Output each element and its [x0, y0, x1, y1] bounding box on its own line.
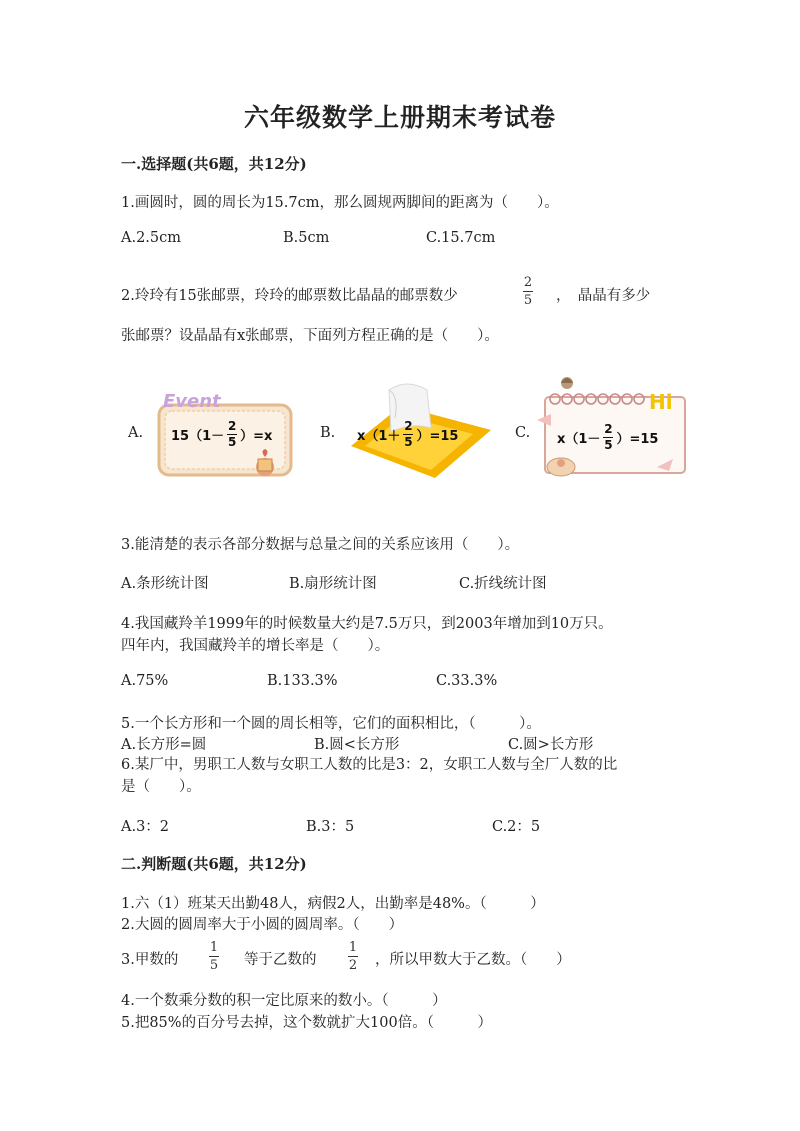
q5-option-b: B.圆<长方形 [314, 737, 400, 753]
judgement-4: 4.一个数乘分数的积一定比原来的数小。（ ） [121, 993, 447, 1009]
question-2-line2: 张邮票？设晶晶有x张邮票，下面列方程正确的是（ ）。 [121, 328, 499, 344]
question-6-line2: 是（ ）。 [121, 779, 201, 795]
q2-option-c-card [537, 375, 692, 485]
q2-option-a-card [153, 391, 298, 480]
event-word: Event [163, 391, 221, 412]
question-5-text: 5.一个长方形和一个圆的周长相等，它们的面积相比，（ ）。 [121, 716, 541, 732]
q2-option-a-expression: 15（1－ 2 5 ）=x [171, 419, 273, 449]
q6-option-b: B.3：5 [306, 819, 355, 835]
q4-option-b: B.133.3% [267, 673, 338, 689]
hi-word: Hi [649, 390, 673, 414]
judgement-3-part-c: ，所以甲数大于乙数。（ ） [375, 952, 571, 968]
question-3-text: 3.能清楚的表示各部分数据与总量之间的关系应该用（ ）。 [121, 537, 520, 553]
q5-option-c: C.圆>长方形 [508, 737, 594, 753]
j3-fraction-2: $\frac{1}{2}$ [348, 940, 358, 973]
question-6-line1: 6.某厂中，男职工人数与女职工人数的比是3：2，女职工人数与全厂人数的比 [121, 757, 618, 773]
judgement-3-part-a: 3.甲数的 [121, 952, 179, 968]
section-heading-judgement: 二.判断题(共6题，共12分) [121, 855, 307, 873]
question-4-line2: 四年内，我国藏羚羊的增长率是（ ）。 [121, 638, 390, 654]
q2-option-b-expression: x（1＋ 2 5 ）=15 [357, 419, 459, 449]
q2-option-b-label: B. [320, 425, 336, 441]
question-2-line1b: ， 晶晶有多少 [556, 288, 651, 304]
j3-fraction-1: $\frac{1}{5}$ [209, 940, 219, 973]
q4-option-a: A.75% [121, 673, 169, 689]
judgement-2: 2.大圆的圆周率大于小圆的圆周率。（ ） [121, 917, 404, 933]
q3-option-a: A.条形统计图 [121, 576, 209, 592]
question-2-line1a: 2.玲玲有15张邮票，玲玲的邮票数比晶晶的邮票数少 [121, 288, 458, 304]
q1-option-a: A.2.5cm [121, 230, 182, 246]
q2-option-c-expression: x（1－ 2 5 ）=15 [557, 422, 659, 452]
q2-option-b-card [343, 378, 493, 480]
q3-option-b: B.扇形统计图 [289, 576, 377, 592]
judgement-3-part-b: 等于乙数的 [244, 952, 317, 968]
q6-option-a: A.3：2 [121, 819, 170, 835]
section-heading-choice: 一.选择题(共6题，共12分) [121, 155, 307, 173]
question-4-line1: 4.我国藏羚羊1999年的时候数量大约是7.5万只，到2003年增加到10万只。 [121, 616, 613, 632]
q1-option-b: B.5cm [283, 230, 330, 246]
q2-option-c-label: C. [515, 425, 531, 441]
q3-option-c: C.折线统计图 [459, 576, 547, 592]
q2-option-a-label: A. [128, 425, 144, 441]
page-title: 六年级数学上册期末考试卷 [243, 103, 556, 132]
judgement-1: 1.六（1）班某天出勤48人，病假2人，出勤率是48%。（ ） [121, 896, 545, 912]
q2-fraction: $\frac{2}{5}$ [523, 275, 533, 308]
q4-option-c: C.33.3% [436, 673, 498, 689]
question-1-text: 1.画圆时，圆的周长为15.7cm，那么圆规两脚间的距离为（ ）。 [121, 195, 559, 211]
q5-option-a: A.长方形=圆 [121, 737, 207, 753]
q1-option-c: C.15.7cm [426, 230, 496, 246]
q6-option-c: C.2：5 [492, 819, 541, 835]
judgement-5: 5.把85%的百分号去掉，这个数就扩大100倍。（ ） [121, 1015, 492, 1031]
